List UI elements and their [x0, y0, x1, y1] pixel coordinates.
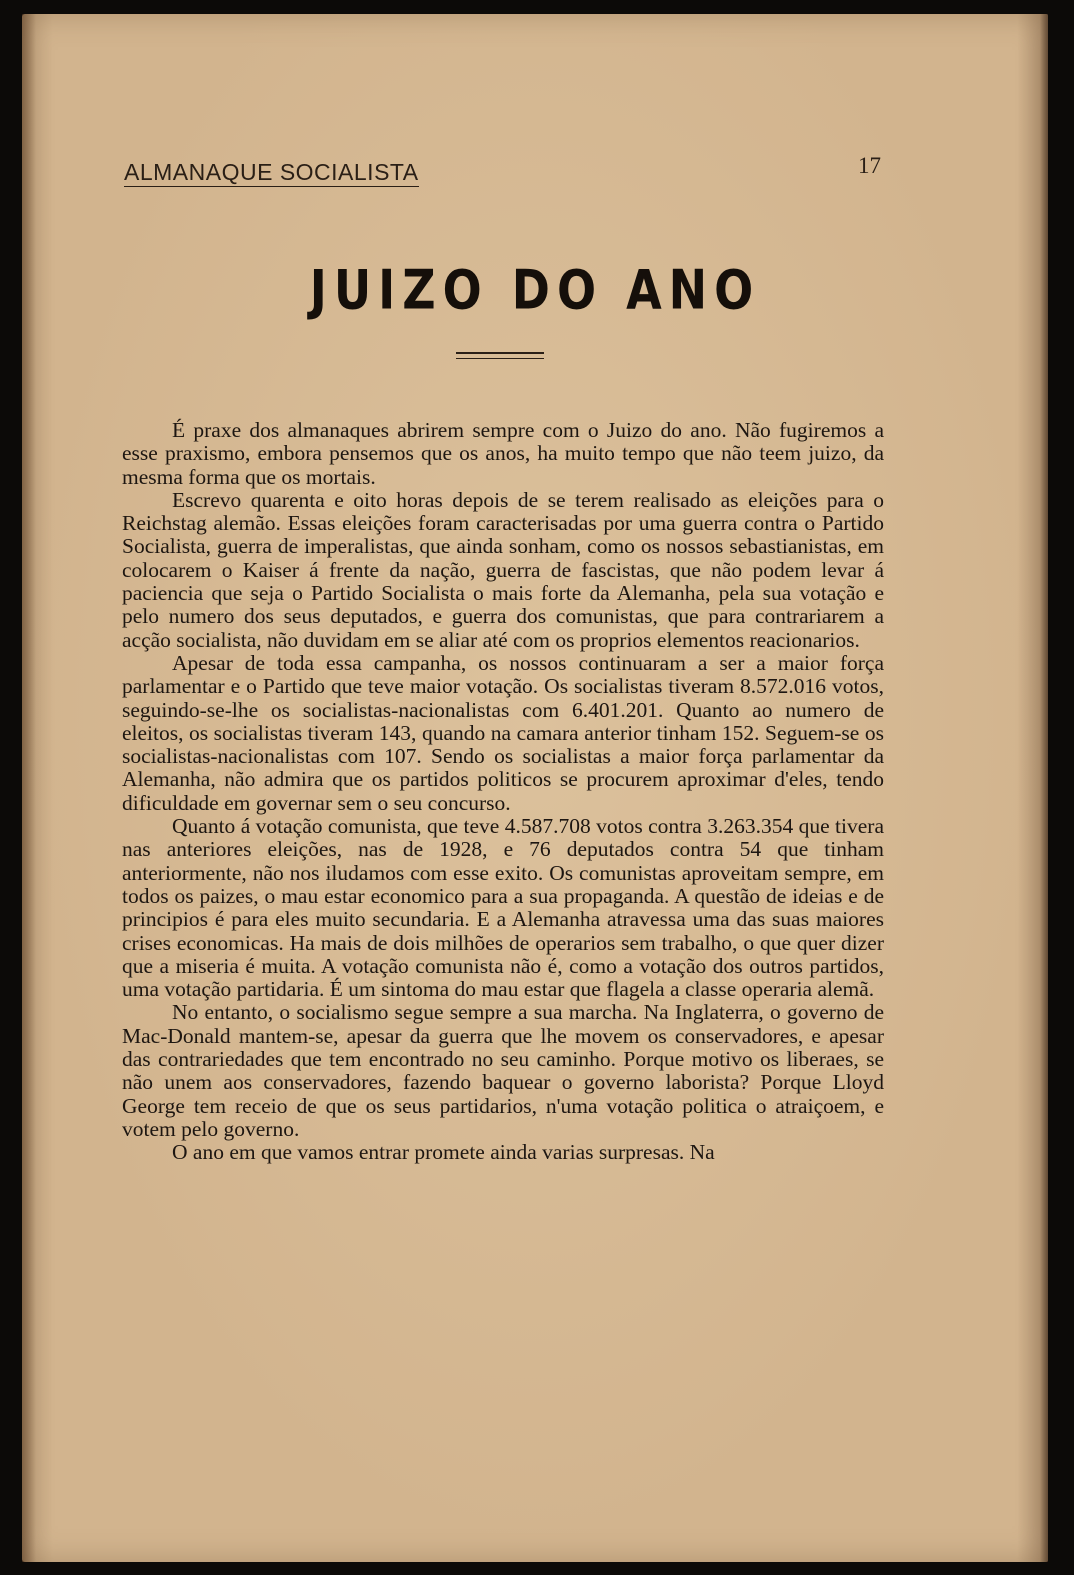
paragraph: Apesar de toda essa campanha, os nossos continuaram a ser a maior força parlamentar e o Partido que teve maior votação. Os socialistas tiveram 8.572.016 votos, seguindo-se-lhe os socialistas-nacionalistas com 6.401.201. Quanto ao numero de eleitos, os socialistas tiveram 143, quando na camara anterior tinham 152. Seguem-se os socialistas-nacionalistas com 107. Sendo os socialistas a maior força parlamentar da Alemanha, não admira que os partidos politicos se procurem aproximar d'eles, tendo dificuldade em governar sem o seu concurso.	[122, 650, 884, 815]
paragraph: Quanto á votação comunista, que teve 4.587.708 votos contra 3.263.354 que tivera nas anteriores eleições, nas de 1928, e 76 deputados contra 54 que tinham anteriormente, não nos iludamos com esse exito. Os comunistas aproveitam sempre, em todos os paizes, o mau estar economico para a sua propaganda. A questão de ideias e de principios é para eles muito secundaria. E a Alemanha atravessa uma das suas maiores crises economicas. Ha mais de dois milhões de operarios sem trabalho, o que quer dizer que a miseria é muita. A votação comunista não é, como a votação dos outros partidos, uma votação partidaria. É um sintoma do mau estar que flagela a classe operaria alemã.	[122, 814, 884, 1002]
paragraph: O ano em que vamos entrar promete ainda varias surpresas. Na	[172, 1140, 715, 1165]
page-binding-shadow	[22, 14, 36, 1562]
book-page	[22, 14, 1048, 1562]
page-edge-shadow	[1040, 14, 1048, 1562]
paragraph: É praxe dos almanaques abrirem sempre com o Juizo do ano. Não fugiremos a esse praxismo, embora pensemos que os anos, ha muito tempo que não teem juizo, da mesma forma que os mortais.	[122, 418, 884, 489]
paragraph: No entanto, o socialismo segue sempre a sua marcha. Na Inglaterra, o governo de Mac-Donald mantem-se, apesar da guerra que lhe movem os conservadores, e apesar das contrariedades que tem encontrado no seu caminho. Porque motivo os liberaes, se não unem aos conservadores, fazendo baquear o governo laborista? Porque Lloyd George tem receio de que os seus partidarios, n'uma votação politica o atraiçoem, e votem pelo governo.	[122, 1000, 884, 1141]
running-head: ALMANAQUE SOCIALISTA	[124, 159, 419, 185]
title-divider	[456, 352, 544, 360]
article-title: JUIZO DO ANO	[309, 258, 761, 322]
paragraph: Escrevo quarenta e oito horas depois de se terem realisado as eleições para o Reichstag alemão. Essas eleições foram caracterisadas por uma guerra contra o Partido Socialista, guerra de imperalistas, que ainda sonham, como os nossos sebastianistas, em colocarem o Kaiser á frente da nação, guerra de fascistas, que não podem levar á paciencia que seja o Partido Socialista o mais forte da Alemanha, pela sua votação e pelo numero dos seus deputados, e guerra dos comunistas, que para contrariarem a acção socialista, não duvidam em se aliar até com os proprios elementos reacionarios.	[122, 487, 884, 652]
article-body	[122, 419, 884, 1165]
page-number: 17	[858, 153, 881, 178]
